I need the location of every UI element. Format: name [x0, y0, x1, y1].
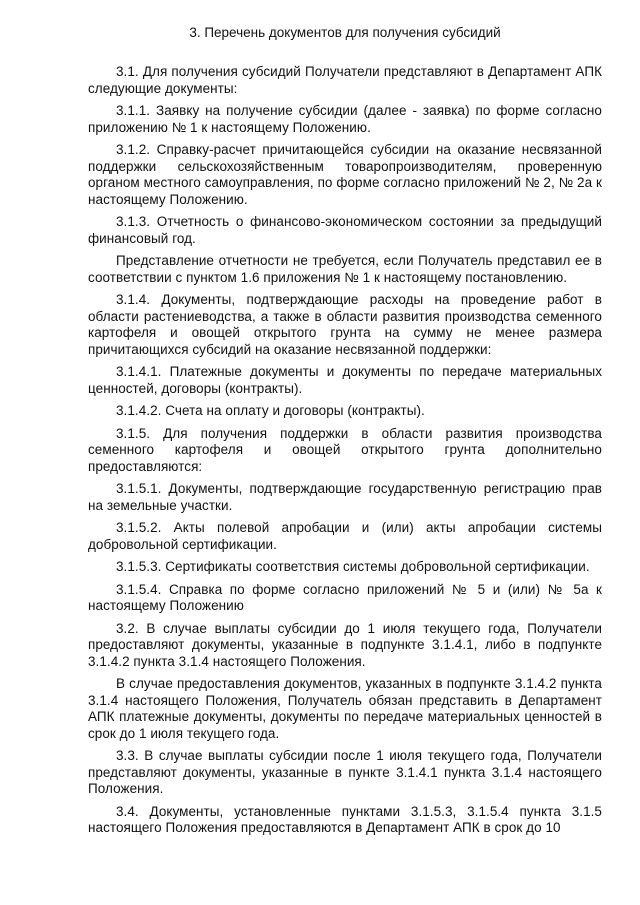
- paragraph-3-1-5-4: 3.1.5.4. Справка по форме согласно приложений № 5 и (или) № 5а к настоящему Положению: [88, 581, 602, 613]
- paragraph-3-2-note: В случае предоставления документов, указанных в подпункте 3.1.4.2 пункта 3.1.4 настоящего Положения, Получатель обязан представить в Департамент АПК платежные документы, документы по передаче материальных ценностей в срок до 1 июля текущего года.: [88, 676, 602, 741]
- paragraph-3-4: 3.4. Документы, установленные пунктами 3.1.5.3, 3.1.5.4 пункта 3.1.5 настоящего Положения предоставляются в Департамент АПК в срок до 10: [88, 803, 602, 835]
- paragraph-3-3: 3.3. В случае выплаты субсидии после 1 июля текущего года, Получатели представляют документы, указанные в пункте 3.1.4.1 пункта 3.1.4 настоящего Положения.: [88, 748, 602, 796]
- paragraph-3-1-5-1: 3.1.5.1. Документы, подтверждающие государственную регистрацию прав на земельные участки.: [88, 481, 602, 513]
- paragraph-3-1-4: 3.1.4. Документы, подтверждающие расходы на проведение работ в области растениеводства, а также в области развития производства семенного картофеля и овощей открытого грунта на сумму не менее размера причитающихся субсидий на оказание несвязанной поддержки:: [88, 292, 602, 357]
- paragraph-3-1-2: 3.1.2. Справку-расчет причитающейся субсидии на оказание несвязанной поддержки сельскохозяйственным товаропроизводителям, проверенную органом местного самоуправления, по форме согласно приложений № 2, № 2а к настоящему Положению.: [88, 142, 602, 207]
- paragraph-3-1-1: 3.1.1. Заявку на получение субсидии (далее - заявка) по форме согласно приложению № 1 к настоящему Положению.: [88, 103, 602, 135]
- paragraph-3-1-3: 3.1.3. Отчетность о финансово-экономическом состоянии за предыдущий финансовый год.: [88, 214, 602, 246]
- paragraph-3-1: 3.1. Для получения субсидий Получатели представляют в Департамент АПК следующие документы:: [88, 64, 602, 96]
- paragraph-reporting-note: Представление отчетности не требуется, если Получатель представил ее в соответствии с пунктом 1.6 приложения № 1 к настоящему постановлению.: [88, 253, 602, 285]
- paragraph-3-1-5-2: 3.1.5.2. Акты полевой апробации и (или) акты апробации системы добровольной сертификации.: [88, 520, 602, 552]
- paragraph-3-1-4-1: 3.1.4.1. Платежные документы и документы по передаче материальных ценностей, договоры (контракты).: [88, 364, 602, 396]
- paragraph-3-2: 3.2. В случае выплаты субсидии до 1 июля текущего года, Получатели предоставляют документы, указанные в подпункте 3.1.4.1, либо в подпункте 3.1.4.2 пункта 3.1.4 настоящего Положения.: [88, 620, 602, 669]
- paragraph-3-1-5: 3.1.5. Для получения поддержки в области развития производства семенного картофеля и овощей открытого грунта дополнительно предоставляются:: [88, 425, 602, 474]
- paragraph-3-1-5-3: 3.1.5.3. Сертификаты соответствия системы добровольной сертификации.: [116, 559, 590, 574]
- section-heading: 3. Перечень документов для получения субсидий: [189, 25, 501, 40]
- paragraph-3-1-4-2: 3.1.4.2. Счета на оплату и договоры (контракты).: [116, 403, 425, 418]
- document-page: [88, 24, 602, 843]
